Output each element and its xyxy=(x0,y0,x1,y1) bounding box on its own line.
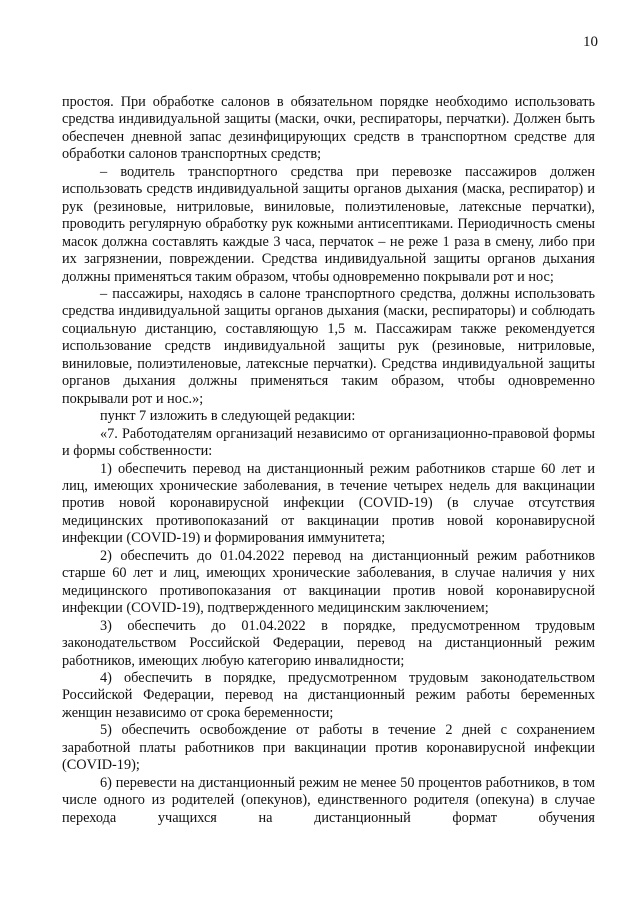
list-item-4: 4) обеспечить в порядке, предусмотренном трудовым законодательством Российской Федерации, перевод на дистанционный режим работы беременных женщин независимо от срока беременности; xyxy=(62,669,595,721)
paragraph-driver-requirements: – водитель транспортного средства при перевозке пассажиров должен использовать средств индивидуальной защиты органов дыхания (маска, респиратор) и рук (резиновые, нитриловые, виниловые, полиэтиленовые, латексные перчатки), проводить регулярную обработку рук кожными антисептиками. Периодичность смены масок должна составлять каждые 3 часа, перчаток – не реже 1 раза в смену, либо при их загрязнении, повреждении. Средства индивидуальной защиты органов дыхания должны применяться таким образом, чтобы одновременно покрывали рот и нос; xyxy=(62,163,595,285)
list-item-1: 1) обеспечить перевод на дистанционный режим работников старше 60 лет и лиц, имеющих хронические заболевания, в течение четырех недель для вакцинации против новой коронавирусной инфекции (COVID-19) (в случае отсутствия медицинских противопоказаний от вакцинации против новой коронавирусной инфекции (COVID-19) и формирования иммунитета; xyxy=(62,460,595,547)
paragraph-amendment-intro: пункт 7 изложить в следующей редакции: xyxy=(100,408,356,425)
document-body xyxy=(62,94,595,827)
paragraph-continuation: простоя. При обработке салонов в обязательном порядке необходимо использовать средства индивидуальной защиты (маски, очки, респираторы, перчатки). Должен быть обеспечен дневной запас дезинфицирующих средств в транспортном средстве для обработки салонов транспортных средств; xyxy=(62,94,595,163)
list-item-3: 3) обеспечить до 01.04.2022 в порядке, предусмотренном трудовым законодательством Российской Федерации, перевод на дистанционный режим работников, имеющих любую категорию инвалидности; xyxy=(62,617,595,669)
list-item-2: 2) обеспечить до 01.04.2022 перевод на дистанционный режим работников старше 60 лет и лиц, имеющих хронические заболевания, в случае наличия у них медицинского противопоказания от вакцинации против новой коронавирусной инфекции (COVID-19), подтвержденного медицинским заключением; xyxy=(62,547,595,617)
list-item-6: 6) перевести на дистанционный режим не менее 50 процентов работников, в том числе одного из родителей (опекунов), единственного родителя (опекуна) в случае перехода учащихся на дистанционный формат обучения xyxy=(62,774,595,826)
paragraph-item-7-heading: «7. Работодателям организаций независимо от организационно-правовой формы и формы собственности: xyxy=(62,425,595,460)
paragraph-passenger-requirements: – пассажиры, находясь в салоне транспортного средства, должны использовать средства индивидуальной защиты органов дыхания (маски, респираторы) и соблюдать социальную дистанцию, составляющую 1,5 м. Пассажирам также рекомендуется использование средств индивидуальной защиты рук (резиновые, нитриловые, виниловые, полиэтиленовые, латексные перчатки). Средства индивидуальной защиты органов дыхания должны применяться таким образом, чтобы одновременно покрывали рот и нос.»; xyxy=(62,285,595,407)
list-item-5: 5) обеспечить освобождение от работы в течение 2 дней с сохранением заработной платы работников при вакцинации против коронавирусной инфекции (COVID-19); xyxy=(62,722,595,774)
page-number: 10 xyxy=(583,34,598,50)
